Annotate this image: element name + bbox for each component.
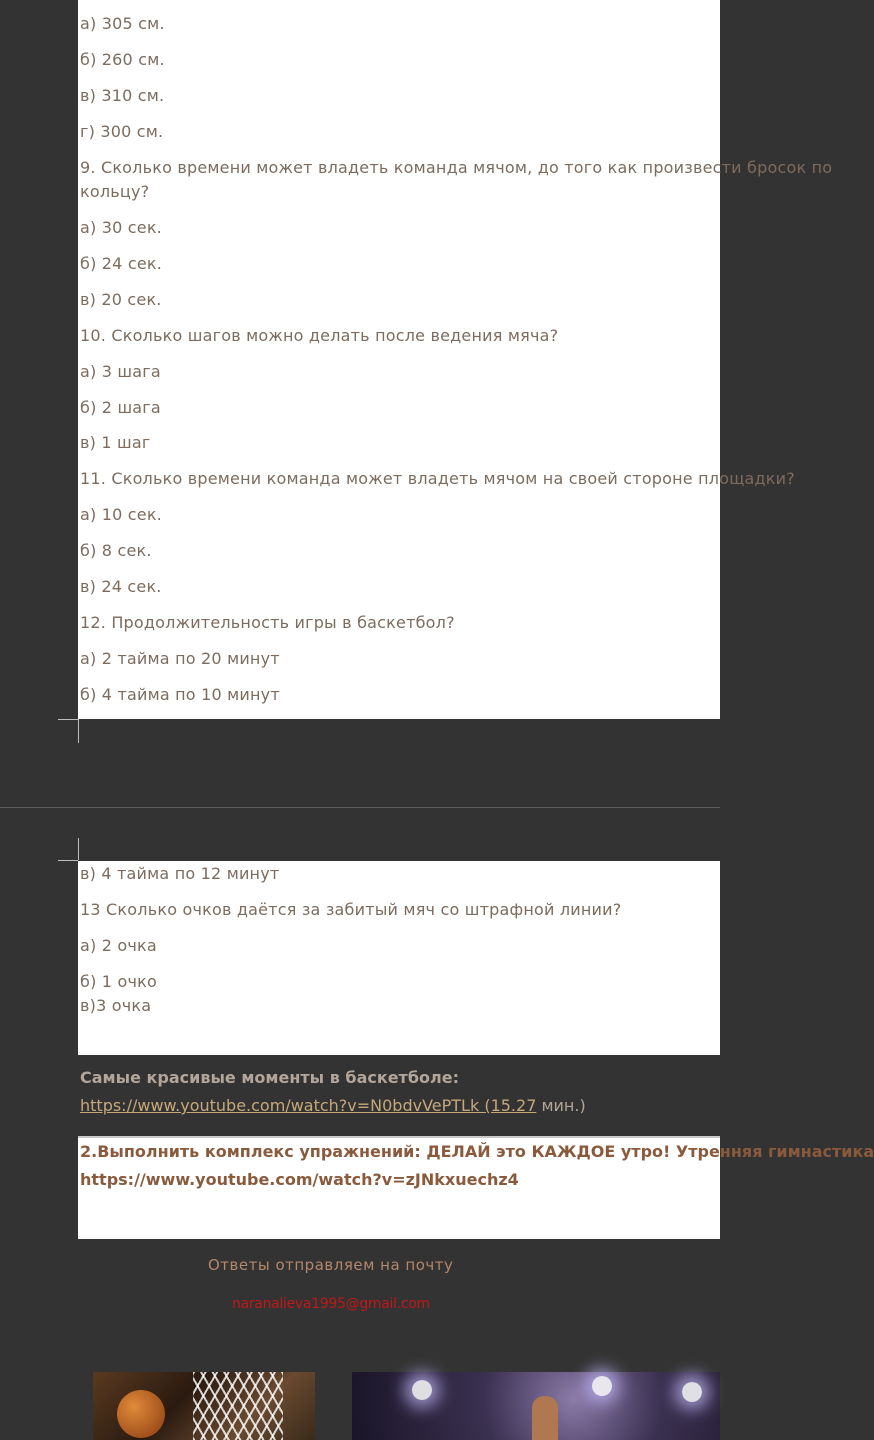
answer-option: б) 260 см. [80, 50, 165, 69]
moments-duration-suffix: мин.) [536, 1096, 586, 1115]
document-page-1 [78, 0, 720, 719]
email-link[interactable]: naranalieva1995@gmail.com [232, 1296, 430, 1312]
question-text: 10. Сколько шагов можно делать после ведения мяча? [80, 326, 559, 345]
exercise-box [78, 1136, 874, 1239]
crop-mark [78, 719, 79, 743]
moments-video-link[interactable]: https://www.youtube.com/watch?v=N0bdvVePTLk (15.27 [80, 1096, 537, 1115]
spotlight-icon [412, 1380, 432, 1400]
answer-option: а) 2 очка [80, 936, 157, 955]
basketball-icon [117, 1390, 165, 1438]
answer-option: в) 4 тайма по 12 минут [80, 864, 280, 883]
answer-option: б) 2 шага [80, 398, 161, 417]
answer-option: б) 1 очко [80, 972, 157, 991]
answer-option: г) 300 см. [80, 122, 164, 141]
crop-mark [78, 838, 79, 860]
player-figure-icon [532, 1396, 558, 1440]
question-text: 13 Сколько очков даётся за забитый мяч со штрафной линии? [80, 900, 622, 919]
answer-option: б) 4 тайма по 10 минут [80, 685, 280, 704]
question-text: кольцу? [80, 182, 150, 201]
answer-option: б) 24 сек. [80, 254, 163, 273]
question-text: 9. Сколько времени может владеть команда мячом, до того как произвести бросок по [80, 158, 833, 177]
question-text: 11. Сколько времени команда может владеть мячом на своей стороне площадки? [80, 469, 795, 488]
answer-option: в) 20 сек. [80, 290, 162, 309]
hoop-net-icon [193, 1372, 283, 1440]
answer-option: в)3 очка [80, 996, 152, 1015]
spotlight-icon [682, 1382, 702, 1402]
answer-option: а) 3 шага [80, 362, 161, 381]
exercise-title: 2.Выполнить комплекс упражнений: ДЕЛАЙ это КАЖДОЕ утро! Утренняя гимнастика [80, 1142, 874, 1161]
answer-option: а) 10 сек. [80, 505, 162, 524]
answers-instruction: Ответы отправляем на почту [208, 1256, 454, 1274]
answer-option: а) 30 сек. [80, 218, 162, 237]
spotlight-icon [592, 1376, 612, 1396]
answer-option: а) 305 см. [80, 14, 165, 33]
answer-option: б) 8 сек. [80, 541, 152, 560]
answer-option: в) 24 сек. [80, 577, 162, 596]
page-break-divider [0, 807, 720, 808]
crop-mark [58, 860, 78, 861]
moments-title: Самые красивые моменты в баскетболе: [80, 1068, 459, 1087]
answer-option: в) 1 шаг [80, 433, 151, 452]
document-page-2 [78, 861, 720, 1055]
answer-option: в) 310 см. [80, 86, 165, 105]
answer-option: а) 2 тайма по 20 минут [80, 649, 280, 668]
basketball-arena-photo [352, 1372, 720, 1440]
exercise-video-link[interactable]: https://www.youtube.com/watch?v=zJNkxuechz4 [80, 1170, 519, 1189]
crop-mark [58, 719, 78, 720]
question-text: 12. Продолжительность игры в баскетбол? [80, 613, 455, 632]
moments-link-line [80, 1096, 586, 1116]
basketball-hoop-photo [93, 1372, 315, 1440]
